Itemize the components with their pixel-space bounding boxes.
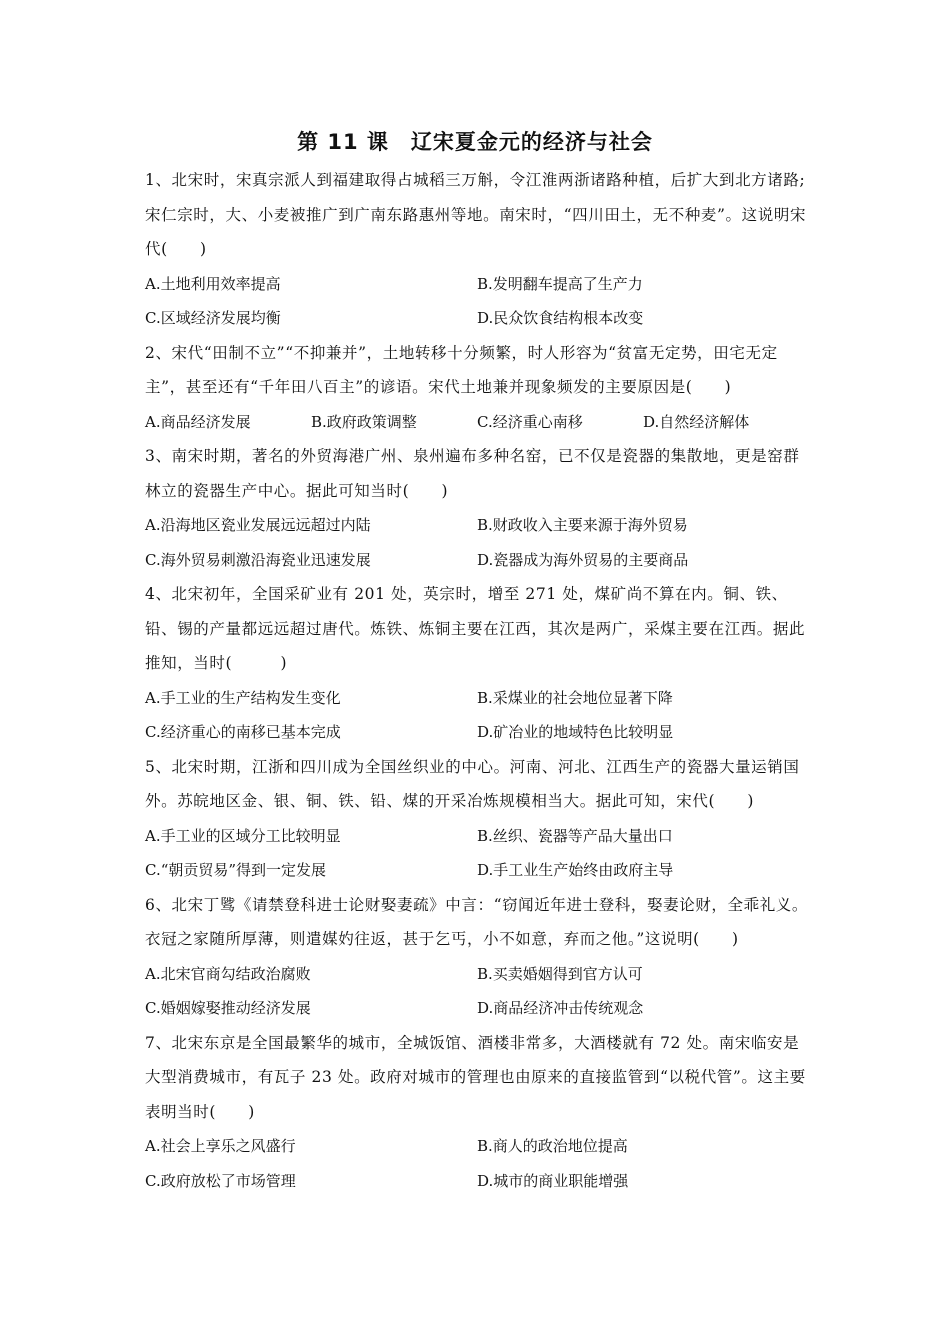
question-1	[145, 163, 810, 336]
option-list	[145, 957, 810, 1026]
option-b: B.财政收入主要来源于海外贸易	[477, 516, 688, 534]
question-4	[145, 577, 810, 750]
option-d: D.自然经济解体	[643, 412, 750, 431]
option-d: D.手工业生产始终由政府主导	[477, 861, 674, 879]
option-b: B.发明翻车提高了生产力	[477, 274, 643, 293]
option-list	[145, 508, 810, 577]
option-list	[145, 1129, 810, 1198]
option-c: C.经济重心的南移已基本完成	[145, 723, 341, 741]
option-c: C.婚姻嫁娶推动经济发展	[145, 999, 311, 1017]
option-b: B.政府政策调整	[311, 412, 417, 431]
question-3	[145, 439, 810, 577]
option-a: A.北宋官商勾结政治腐败	[145, 964, 311, 983]
question-stem: 1、北宋时，宋真宗派人到福建取得占城稻三万斛，令江淮两浙诸路种植，后扩大到北方诸路;宋仁宗时，大、小麦被推广到广南东路惠州等地。南宋时，“四川田土，无不种麦”。这说明宋代( )	[145, 171, 807, 258]
question-6	[145, 888, 810, 1026]
option-a: A.土地利用效率提高	[145, 274, 281, 293]
option-c: C.经济重心南移	[477, 412, 583, 431]
option-b: B.丝织、瓷器等产品大量出口	[477, 826, 673, 845]
option-a: A.商品经济发展	[145, 412, 251, 431]
option-c: C.“朝贡贸易”得到一定发展	[145, 861, 327, 879]
question-7	[145, 1026, 810, 1199]
question-list	[145, 163, 810, 1198]
question-5	[145, 750, 810, 888]
option-d: D.城市的商业职能增强	[477, 1171, 629, 1190]
option-d: D.民众饮食结构根本改变	[477, 309, 644, 327]
option-a: A.手工业的区域分工比较明显	[145, 826, 341, 845]
option-list	[145, 681, 810, 750]
option-c: C.政府放松了市场管理	[145, 1171, 296, 1190]
option-a: A.社会上享乐之风盛行	[145, 1137, 296, 1155]
option-c: C.海外贸易刺激沿海瓷业迅速发展	[145, 550, 371, 569]
option-d: D.商品经济冲击传统观念	[477, 999, 644, 1017]
question-stem: 6、北宋丁骘《请禁登科进士论财娶妻疏》中言：“窃闻近年进士登科，娶妻论财，全乖礼义。衣冠之家随所厚薄，则遣媒妁往返，甚于乞丐，小不如意，弃而之他。”这说明( )	[145, 895, 808, 948]
question-2	[145, 336, 810, 440]
option-d: D.矿冶业的地域特色比较明显	[477, 723, 674, 741]
option-a: A.手工业的生产结构发生变化	[145, 688, 341, 707]
option-c: C.区域经济发展均衡	[145, 309, 281, 327]
question-stem: 3、南宋时期，著名的外贸海港广州、泉州遍布多种名窑，已不仅是瓷器的集散地，更是窑群林立的瓷器生产中心。据此可知当时( )	[145, 447, 800, 500]
question-stem: 7、北宋东京是全国最繁华的城市，全城饭馆、酒楼非常多，大酒楼就有 72 处。南宋临安是大型消费城市，有瓦子 23 处。政府对城市的管理也由原来的直接监管到“以税代管”。这主要表明当时( )	[145, 1033, 806, 1121]
option-list	[145, 819, 810, 888]
option-d: D.瓷器成为海外贸易的主要商品	[477, 550, 689, 569]
question-stem: 5、北宋时期，江浙和四川成为全国丝织业的中心。河南、河北、江西生产的瓷器大量运销国外。苏皖地区金、银、铜、铁、铅、煤的开采冶炼规模相当大。据此可知，宋代( )	[145, 757, 800, 810]
option-a: A.沿海地区瓷业发展远远超过内陆	[145, 516, 371, 534]
question-stem: 2、宋代“田制不立”“不抑兼并”，土地转移十分频繁，时人形容为“贫富无定势，田宅无定主”，甚至还有“千年田八百主”的谚语。宋代土地兼并现象频发的主要原因是( )	[145, 343, 778, 396]
page-title: 第 11 课 辽宋夏金元的经济与社会	[297, 130, 653, 154]
question-stem: 4、北宋初年，全国采矿业有 201 处，英宗时，增至 271 处，煤矿尚不算在内。铜、铁、铅、锡的产量都远远超过唐代。炼铁、炼铜主要在江西，其次是两广，采煤主要在江西。据此推知，当时( )	[145, 585, 806, 672]
option-list	[145, 405, 810, 440]
option-b: B.采煤业的社会地位显著下降	[477, 688, 673, 707]
option-b: B.买卖婚姻得到官方认可	[477, 964, 643, 983]
option-list	[145, 267, 810, 336]
option-b: B.商人的政治地位提高	[477, 1137, 628, 1155]
